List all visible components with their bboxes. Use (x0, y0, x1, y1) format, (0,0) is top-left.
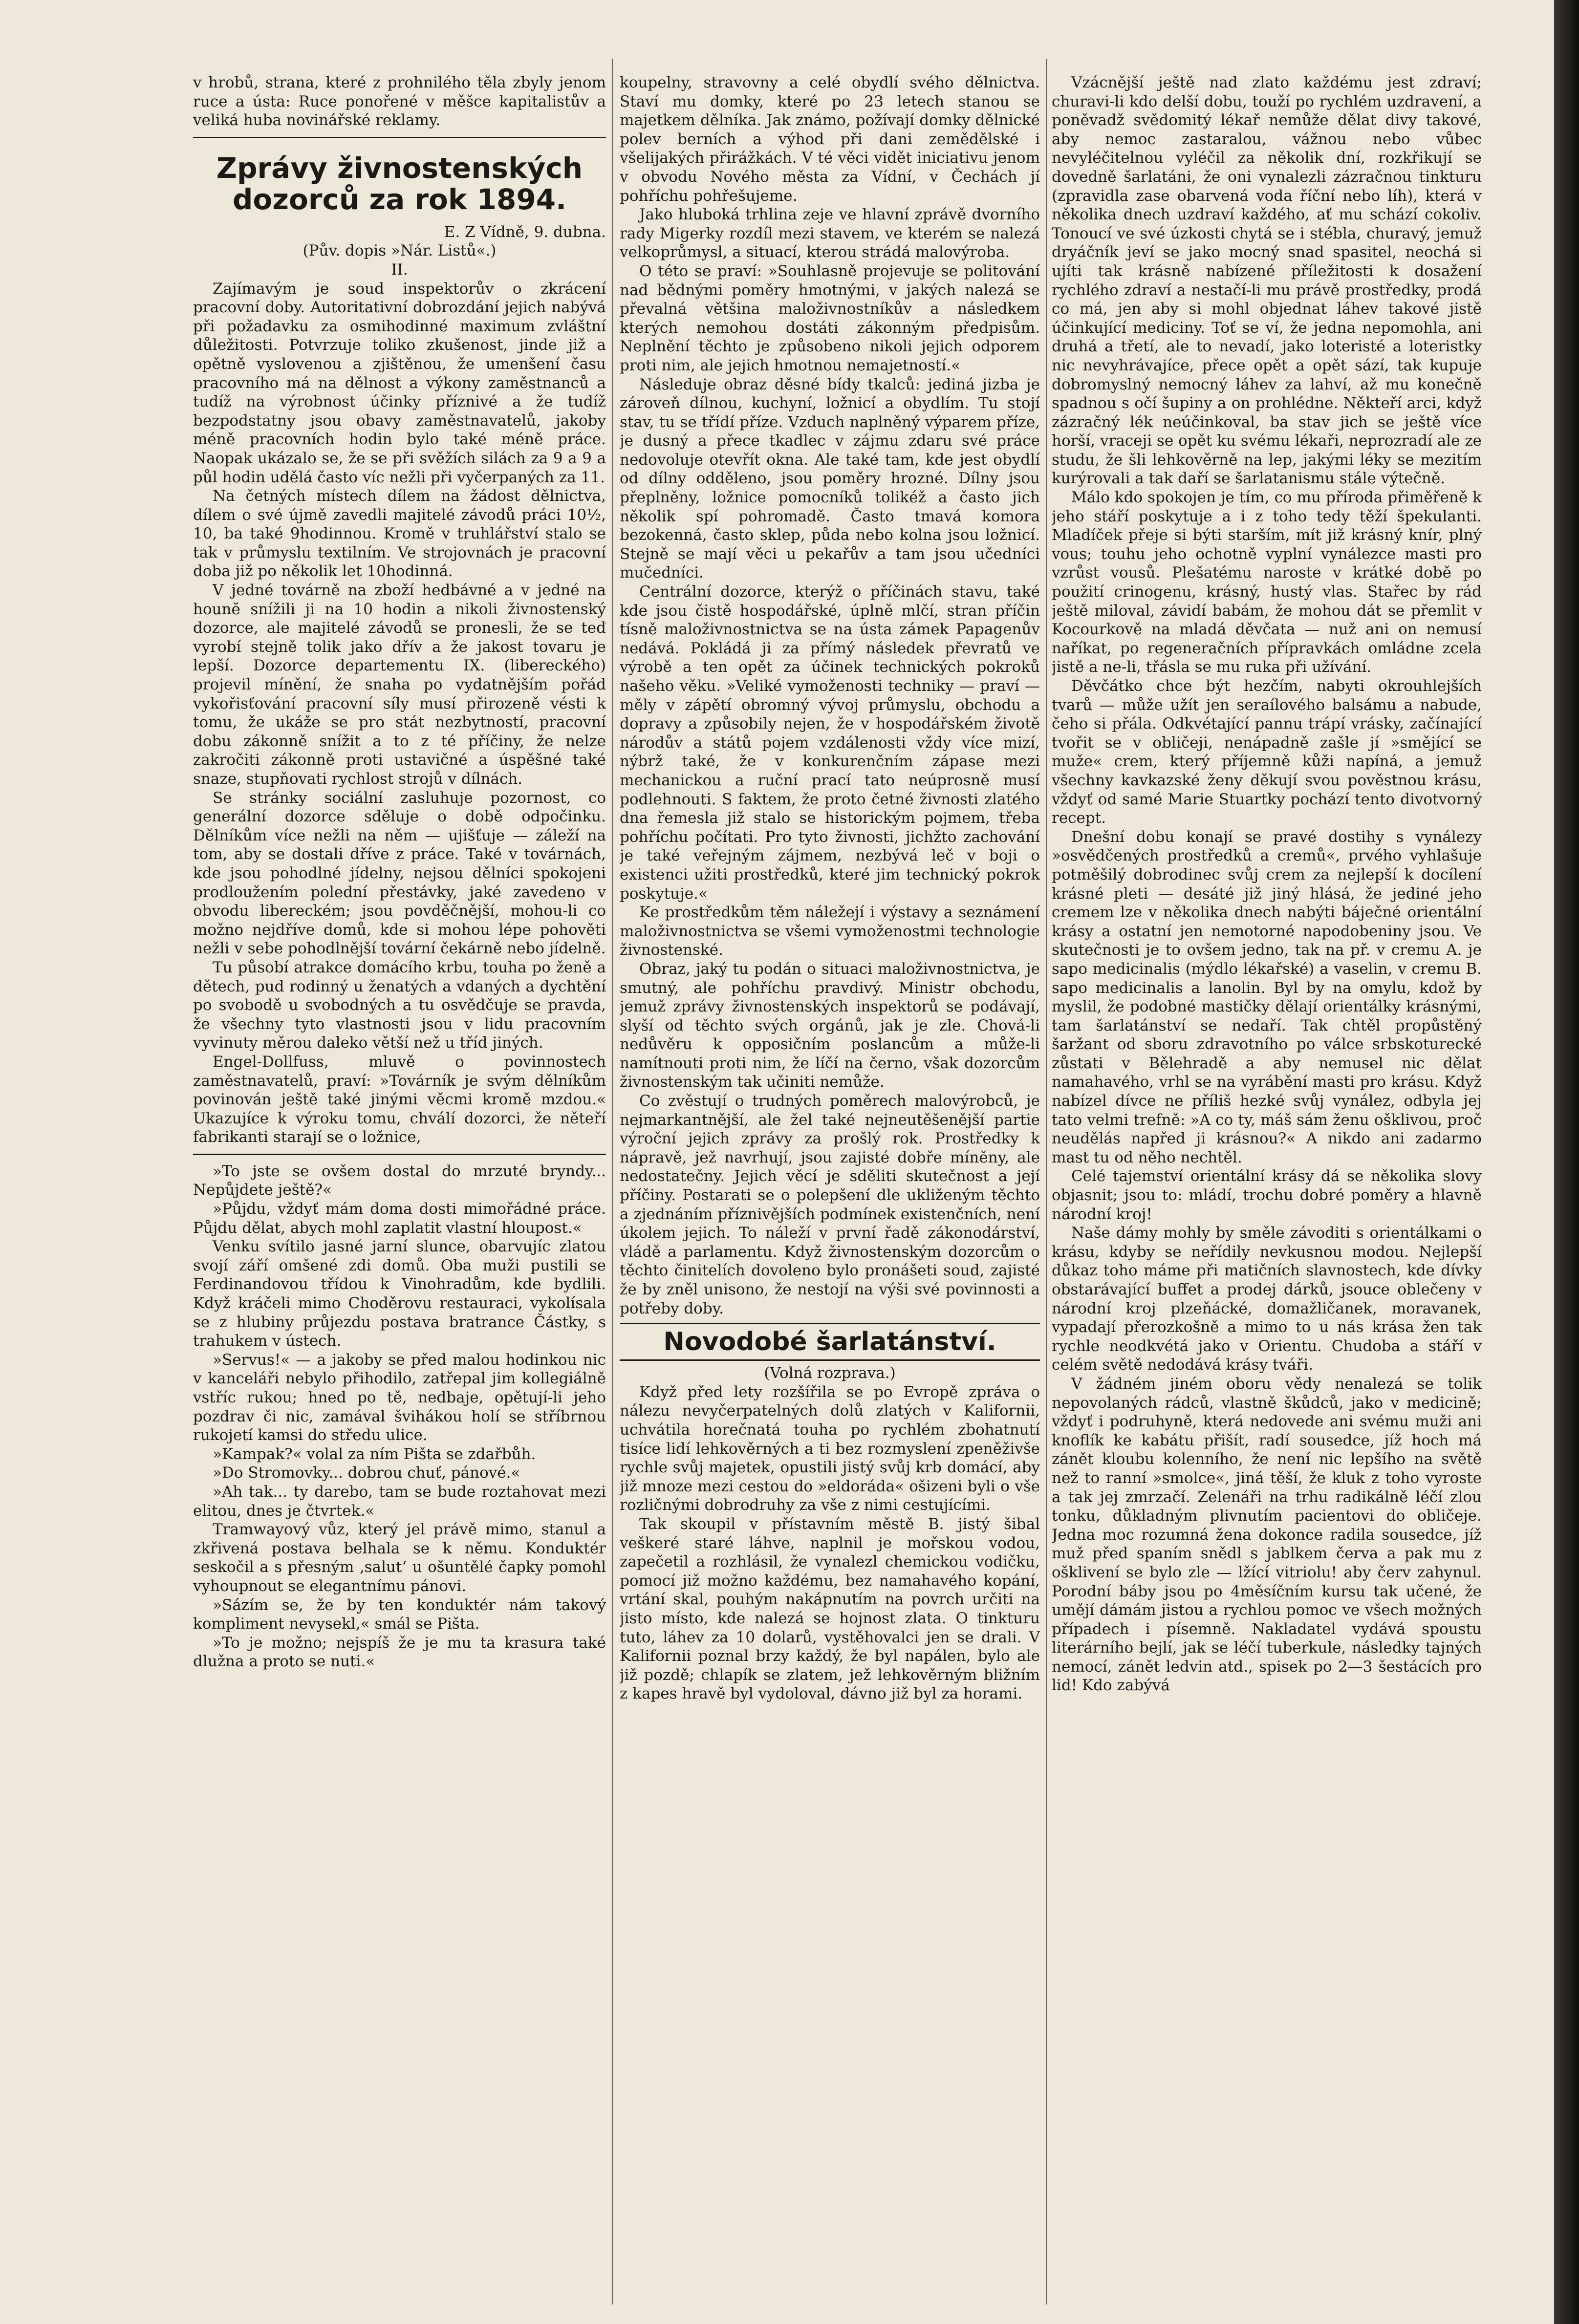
section-number: II. (391, 260, 408, 279)
article-paragraph: Obraz, jaký tu podán o situaci maloživnostnictva, je smutný, ale pohříchu pravdivý. Ministr obchodu, jemuž zprávy živnostenských inspektorů se podávají, slyší od těchto svých orgánů, jak je zle. Chová-li nedůvěru k opposičním poslancům a může-li namítnouti proti nim, že líčí na černo, však dozorcům živnostenským tak učiniti nemůže. (620, 960, 1040, 1091)
column-2 (620, 73, 1040, 2304)
story-paragraph: »Půjdu, vždyť mám doma dosti mimořádné práce. Půjdu dělat, abych mohl zaplatit vlastní hloupost.« (193, 1200, 606, 1237)
article-paragraph: Tu působí atrakce domácího krbu, touha po ženě a dětech, pud rodinný u ženatých a vdaných a dychtění po svobodě u svobodných a tu osvědčuje se pravda, že všechny tyto vlastnosti jsou v lidu pracovním vyvinuty měrou daleko větší než u tříd jiných. (193, 958, 606, 1052)
article-paragraph: Centrální dozorce, kterýž o příčinách stavu, také kde jsou čistě hospodářské, úplně mlčí, stran příčin tísně maloživnostnictva se na ústa zámek Papagenův nedává. Pokládá ji za přímý následek převratů ve výrobě a ten opět za účinek technických pokroků našeho věku. »Veliké vymoženosti techniky — praví — měly v zápětí obromný vývoj průmyslu, obchodu a dopravy a způsobily nejen, že v hospodářském životě národův a států pojem vzdálenosti vždy více mizí, nýbrž také, že v konkurenčním zápase mezi mechanickou a ruční prací tato neúprosně musí podlehnouti. S faktem, že proto četné živnosti zlatého dna řemesla již stalo se historickým pojmem, třeba pohříchu počítati. Pro tyto živnosti, jichžto zachování je také veřejným zájmem, nezbývá leč v boji o existenci užiti prostředků, které jim technický pokrok poskytuje.« (620, 583, 1040, 903)
story-paragraph: »Kampak?« volal za ním Pišta se zdařbůh. (213, 1445, 536, 1463)
column-1 (193, 73, 606, 2304)
article-paragraph: O této se praví: »Souhlasně projevuje se politování nad bědnými poměry hmotnými, v jakých nalezá se převalná většina maloživnostníkův a následkem kterých nemohou dostáti zákonným předpisům. Neplnění těchto je způsobeno nikoli jejich odporem proti nim, ale jejich hmotnou nemajetností.« (620, 262, 1040, 374)
article-paragraph: Na četných místech dílem na žádost dělnictva, dílem o své újmě zavedli majitelé závodů práci 10½, 10, ba také 9hodinnou. Kromě v truhlářství stalo se tak v průmyslu textilním. Ve strojovnách je pracovní doba již po několik let 10hodinná. (193, 487, 606, 581)
story-paragraph: »To jste se ovšem dostal do mrzuté bryndy... Nepůjdete ještě?« (193, 1162, 606, 1199)
feuilleton-divider (193, 1154, 606, 1155)
page-edge (1554, 0, 1579, 2324)
story-paragraph: Tramwayový vůz, který jel právě mimo, stanul a zkřivená postava belhala se k němu. Konduktér seskočil a s přesným ‚salut‘ u ošuntělé čapky pomohl vyhoupnout se elegantnímu pánovi. (193, 1521, 606, 1595)
article-paragraph: koupelny, stravovny a celé obydlí svého dělnictva. Staví mu domky, které po 23 letech stanou se majetkem dělníka. Jak známo, požívají domky dělnické polev berních a výhod při dani zemědělské i všelijakých přirážkách. V té věci vidět iniciativu jenom v obvodu Nového města za Vídní, v Čechách jí pohříchu pohřešujeme. (620, 74, 1040, 205)
article-paragraph: Engel-Dollfuss, mluvě o povinnostech zaměstnavatelů, praví: »Továrník je svým dělníkům povinován ještě také jinými věcmi kromě mzdou.« Ukazujíce k výroku tomu, chválí dozorci, že něteří fabrikanti starají se o ložnice, (193, 1053, 606, 1146)
article2-paragraph: Když před lety rozšířila se po Evropě zpráva o nálezu nevyčerpatelných dolů zlatých v Kalifornii, uchvátila horečnatá touha po rychlém zbohatnutí tisíce lidí lehkověrných a ti bez rozmyslení zpeněživše rychle svůj majetek, opustili jistý svůj krb domácí, aby již mnoze mezi cestou do »eldoráda« ošizeni byli o vše rozličnými dobrodruhy za vše z nimi cestujícími. (620, 1383, 1040, 1514)
article2-paragraph: Děvčátko chce být hezčím, nabyti okrouhlejších tvarů — může užít jen seraílového balsámu a nabude, čeho si přála. Odkvétající pannu trápí vrásky, začínající tvořit se v obličeji, nenápadně zašle jí »smějící se muže« crem, který příjemně kůži napíná, a jemuž všechny kavkazské ženy děkují svou pověstnou krásu, vždyť od samé Marie Stuartky pochází tento divotvorný recept. (1052, 677, 1482, 827)
article2-subtitle: (Volná rozprava.) (764, 1364, 896, 1382)
article2-paragraph: Tak skoupil v přístavním městě B. jistý šibal veškeré staré láhve, naplnil je mořskou vodou, zapečetil a rozhlásil, že vynalezl chemickou vodičku, pomocí již možno každému, bez namahavého kopání, vrtání skal, pouhým nakápnutím na povrch určiti na jisto místo, kde nalezá se hojnost zlata. O tinkturu tuto, láhev za 10 dolarů, vystěhovalci jen se drali. V Kalifornii poznal brzy každý, že byl napálen, bylo ale již pozdě; chlapík se zlatem, jež lehkověrným bližním z kapes hravě byl vydoloval, dávno již byl za horami. (620, 1515, 1040, 1703)
article-paragraph: Ke prostředkům těm náležejí i výstavy a seznámení maloživnostnictva se všemi vymoženostmi technologie živnostenské. (620, 904, 1040, 959)
intro-paragraph: v hrobů, strana, které z prohnilého těla zbyly jenom ruce a ústa: Ruce ponořené v měšce kapitalistův a veliká huba novinářské reklamy. (193, 74, 606, 129)
article-paragraph: V jedné továrně na zboží hedbávné a v jedné na hounĕ snížili ji na 10 hodin a nikoli živnostenský dozorce, ale majitelé závodů se pronesli, že se teď vyrobí stejně tolik jako dřív a že jakost tovaru je lepší. Dozorce departementu IX. (libereckého) projevil mínění, že snaha po vydatnějším pořád vykořisťování pracovní síly musí přirozeně vésti k tomu, že ukáže se pro stát nezbytností, pracovní dobu zákonně snížit a to z té příčiny, že nelze zakročiti zákonně proti ustavičné a úspěšné také snaze, stupňovati rychlost strojů v dílnách. (193, 581, 606, 788)
source-note: (Pův. dopis »Nár. Listů«.) (303, 242, 497, 260)
article-title: Zprávy živnostenských dozorců za rok 1894. (216, 151, 583, 216)
story-paragraph: »Ah tak... ty darebo, tam se bude roztahovat mezi elitou, dnes je čtvrtek.« (193, 1483, 606, 1520)
article2-paragraph: Dnešní dobu konají se pravé dostihy s vynálezy »osvědčených prostředků a cremů«, prvého vyhlašuje potměšilý dobrodinec svůj crem za nejlepší k docílení krásné pleti — desáté již jiný hlásá, že jediné jeho cremem lze v několika dnech nabýti báječné orientální krásy a ostatní jen nemotorné napodobeniny jsou. Ve skutečnosti je to ovšem jedno, tak na př. v cremu A. je sapo medicinalis (mýdlo lékařské) a vaselin, v cremu B. sapo medicinalis a lanolin. Byl by na omylu, kdož by myslil, že podobné mastičky dělají orientálky krásnými, tam šarlatánství se nedaří. Tak chtěl propůstěný šaržant od sboru zdravotního po válce srbskoturecké zůstati v Bělehradě a aby nemusel nic dělat namahavého, vrhl se na vyrábění masti pro krásu. Když nabízel dívce ne příliš hezké svůj vynález, odbyla jej tato velmi trefně: »A co ty, máš sám ženu ošklivou, proč neudělás napřed ji krásnou?« A nikdo ani zadarmo mast tu od něho nechtěl. (1052, 828, 1482, 1166)
article2-paragraph: Málo kdo spokojen je tím, co mu příroda přiměřeně k jeho stáří poskytuje a i z toho tedy těží špekulanti. Mladíček přeje si býti starším, mít již krásný knír, plný vous; touhu jeho ochotně vyplní vynálezce masti pro vzrůst vousů. Plešatému naroste v krátké době po použití crinogenu, krásný, hustý vlas. Stařec by rád ještě miloval, závidí babám, že mohou dát se přemlit v Kocourkově na mladá děvčata — nuž ani on nemusí naříkat, po regeneračních přípravkách omládne zcela jistě a ne-li, třásla se mu ruka při užívání. (1052, 489, 1482, 676)
story-paragraph: Venku svítilo jasné jarní slunce, obarvujíc zlatou svojí září omšené zdi domů. Oba muži pustili se Ferdinandovou třídou k Vinohradům, kde bydlili. Když kráčeli mimo Choděrovu restauraci, vykolísala se z hlubiny průjezdu postava bratrance Částky, s trahukem v ústech. (193, 1238, 606, 1350)
story-paragraph: »Servus!« — a jakoby se před malou hodinkou nic v kanceláři nebylo přihodilo, zatřepal jim kollegiálně vstříc rukou; hned po tě, nedbaje, opětují-li jeho pozdrav či nic, zamával švihákou holí se stříbrnou rukojetí kamsi do středu ulice. (193, 1351, 606, 1444)
dateline: E. Z Vídně, 9. dubna. (444, 223, 606, 241)
article2-paragraph: V žádném jiném oboru vědy nenalezá se tolik nepovolaných rádců, vlastně škůdců, jako v medicině; vždyť i podruhyně, která nedovede ani svému muži ani knoflík ke kabátu přišít, radí sousedce, jíž hoch má zánět kloubu kolenního, že není nic lepšího na světě než to ranní »smolce«, jiná těší, že kluk z toho vyroste a tak jej zmrzačí. Zelenáři na trhu radikálně léčí zlou tonku, důkladným plivnutím pacientovi do obličeje. Jedna moc rozumná žena dokonce radila sousedce, jíž muž před spaním snědl s jablkem červa a pak mu z ošklivení se bylo zle — lžící vitriolu! aby červ zahynul. Porodní báby jsou po 4měsíčním kursu tak učené, že umějí dámám jistou a rychlou pomoc ve všech možných případech i písemně. Nakladatel vydává spoustu literárního bejlí, jak se léčí tuberkule, následky tajných nemocí, zánět ledvin atd., spisek po 2—3 šestácích pro lid! Kdo zabývá (1052, 1375, 1482, 1695)
section-divider (193, 137, 606, 138)
story-paragraph: »To je možno; nejspíš že je mu ta krasura také dlužna a proto se nuti.« (193, 1634, 606, 1671)
article-paragraph: Následuje obraz děsné bídy tkalců: jediná jizba je zároveň dílnou, kuchyní, ložnicí a obydlím. Tu stojí stav, tu se třídí příze. Vzduch naplněný výparem příze, je dusný a přece tkadlec v zájmu zdaru své práce nedovoluje otevřít okna. Ale také tam, kde jest obydlí od dílny odděleno, jsou poměry hrozné. Dílny jsou přeplněny, ložnice pomocníků tolikéž a často jich několik spí pohromadě. Často tmavá komora bezokenná, často sklep, půda nebo kolna jsou ložnicí. Stejně se mají věci u pekařův a tam jsou učedníci mučedníci. (620, 375, 1040, 582)
article2-paragraph: Naše dámy mohly by směle závoditi s orientálkami o krásu, kdyby se neřídily nevkusnou modou. Nejlepší důkaz toho máme při matičních slavnostech, kde dívky obstarávající buffet a prodej dárků, jsouce oblečeny v národní kroj plzeňácké, domažličanek, moravanek, vypadají přerozkošně a mimo to u nás krása žen tak rychle neodkvétá jako v Orientu. Chudoba a stáří v celém světě nedodává krásy tváři. (1052, 1224, 1482, 1374)
article-paragraph: Co zvěstují o trudných poměrech malovýrobců, je nejmarkantnější, ale žel také nejneutěšenější partie výroční jejich zprávy za prošlý rok. Prostředky k nápravě, jež navrhují, jsou zajisté dobře míněny, ale nedostatečny. Jejich věcí je sděliti skutečnost a její příčiny. Postarati se o polepšení dle ukliženým těchto a zjednáním příznivějších podmínek existenčních, není úkolem jejich. To náleží v první řadě zákonodárství, vládě a parlamentu. Když živnostenským dozorcům o těchto činitelích dovoleno bylo pronášeti soud, zajisté že by zněl unisono, že nestojí na výši své povinnosti a potřeby doby. (620, 1092, 1040, 1317)
article-paragraph: Se stránky sociální zasluhuje pozornost, co generální dozorce sděluje o době odpočinku. Dělníkům více nežli na něm — ujišťuje — záleží na tom, aby se dostali dříve z práce. Také v továrnách, kde jsou pohodlné jídelny, nejsou dělníci spokojeni prodloužením polední přestávky, jaké zavedeno v obvodu libereckém; jsou povděčnější, mohou-li co možno nejdříve domů, kde si mohou lépe pohověti nežli v sebe pohodlnější tovární čekárně nebo jídelně. (193, 789, 606, 958)
column-3 (1052, 73, 1482, 2304)
article-paragraph: Jako hluboká trhlina zeje ve hlavní zprávě dvorního rady Migerky rozdíl mezi stavem, ve kterém se nalezá velkoprůmysl, a situací, kterou strádá malovýroba. (620, 206, 1040, 261)
story-paragraph: »Sázím se, že by ten konduktér nám takový kompliment nevysekl,« smál se Pišta. (193, 1596, 606, 1633)
column-rule (612, 59, 613, 2304)
article2-paragraph: Vzácnější ještě nad zlato každému jest zdraví; churavi-li kdo delší dobu, touží po rychlém uzdravení, a poněvadž svědomitý lékař nemůže dělat divy takové, aby nemoc zastaralou, vážnou nebo vůbec nevyléčitelnou vyléčil za několik dní, rozkřikují se dovedně šarlatáni, že oni vynalezli zázračnou tinkturu (zpravidla zase obarvená voda říční nebo líh), která v několika dnech uzdraví každého, ať mu schází cokoliv. Tonoucí ve své úzkosti chytá se i stébla, churavý, jemuž dryáčník jeví se jako mocný snad spasitel, neochá si ujíti tak krásně nabízené příležitosti k dosažení rychlého zdraví a nestačí-li mu právě prostředky, prodá co má, jen aby si mohl objednat láhev takové jistě účinkující mediciny. Toť se ví, že jedna nepomohla, ani druhá a třetí, ale to nevadí, jako loteristé a loteristky nic nevyhrávajíce, přece opět a opět sází, tak kupuje dobromyslný nemocný láhev za lahví, až mu konečně spadnou s očí šupiny a on prohlédne. Někteří arci, když zázračný lék neúčinkoval, ba stav jich se ještě více horší, vraceji se opět ku svému lékaři, neprozradí ale ze studu, že šli lehkověrně na lep, jakými léky se mezitím kurýrovali a tak daří se šarlatanismu stále výtečně. (1052, 74, 1482, 488)
article2-title: Novodobé šarlatánství. (620, 1323, 1040, 1361)
article2-paragraph: Celé tajemství orientální krásy dá se několika slovy objasnit; jsou to: mládí, trochu dobré poměry a hlavně národní kroj! (1052, 1167, 1482, 1223)
column-rule (1046, 59, 1047, 2304)
article-paragraph: Zajímavým je soud inspektorův o zkrácení pracovní doby. Autoritativní dobrozdání jejich nabývá při požadavku za osmihodinné maximum zvláštní důležitosti. Potvrzuje toliko zkušenost, jinde již a opětně vyslovenou a zjištěnou, že umenšení času pracovního má na dělnost a výkony zaměstnanců a tudíž na výrobnost účinky příznivé a že tudíž bezpodstatny jsou obavy zaměstnavatelů, jakoby méně pracovních hodin bylo také méně práce. Naopak ukázalo se, že se při svěžích silách za 9 a 9 a půl hodin udělá často víc nežli při vyčerpaných za 11. (193, 280, 606, 486)
story-paragraph: »Do Stromovky... dobrou chuť, pánové.« (213, 1464, 520, 1482)
